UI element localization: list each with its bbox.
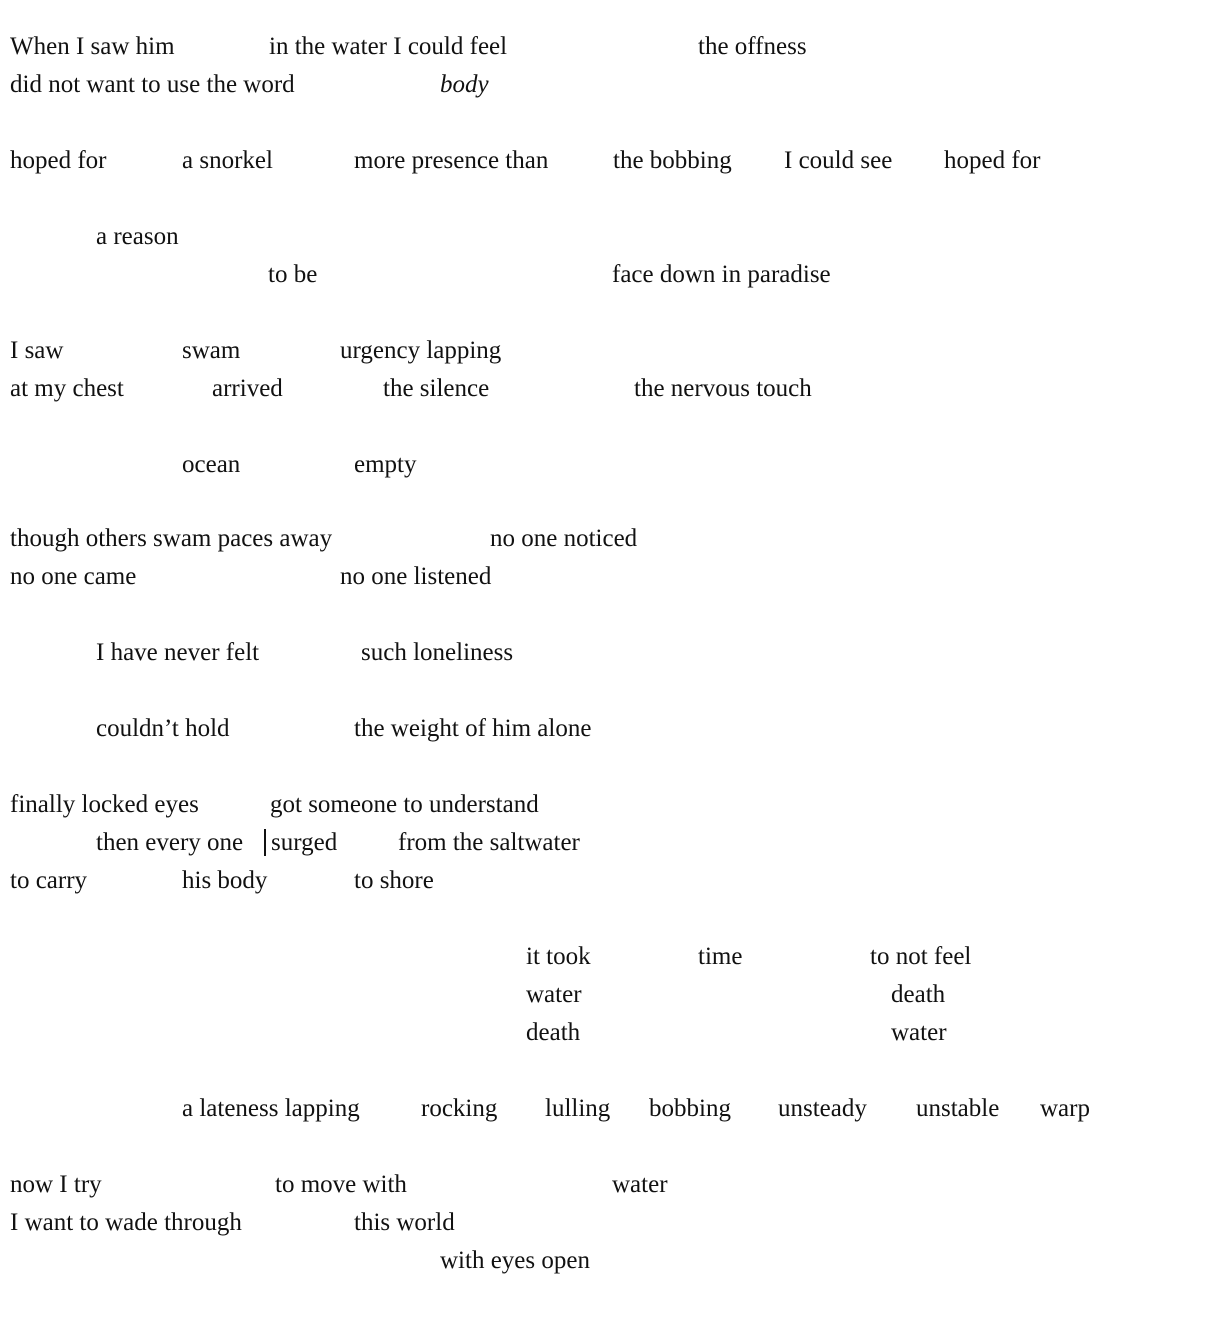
poem-fragment: to move with — [275, 1171, 407, 1198]
poem-fragment: got someone to understand — [270, 791, 539, 818]
poem-fragment: finally locked eyes — [10, 791, 199, 818]
poem-fragment: I saw — [10, 337, 64, 364]
poem-fragment: water — [891, 1019, 947, 1046]
poem-fragment: unstable — [916, 1095, 1000, 1122]
poem-fragment: arrived — [212, 375, 283, 402]
poem-fragment: then every one — [96, 829, 244, 856]
poem-fragment: water — [526, 981, 582, 1008]
poem-fragment: surged — [271, 829, 338, 856]
poem-fragment: death — [891, 981, 946, 1008]
poem-fragment: such loneliness — [361, 639, 514, 666]
poem-fragment: water — [612, 1171, 668, 1198]
poem-fragment: his body — [182, 867, 268, 894]
poem-fragment: time — [698, 943, 743, 970]
poem-fragment: this world — [354, 1209, 455, 1236]
poem-fragment: did not want to use the word — [10, 71, 295, 98]
poem-fragment: no one noticed — [490, 525, 638, 552]
poem-fragment: hoped for — [10, 147, 107, 174]
poem-fragment: the nervous touch — [634, 375, 812, 402]
poem-fragment: a reason — [96, 223, 179, 250]
poem-fragment: death — [526, 1019, 581, 1046]
poem-fragment: empty — [354, 451, 417, 478]
poem-fragment: a lateness lapping — [182, 1095, 360, 1122]
poem-fragment: in the water I could feel — [269, 33, 508, 60]
poem-fragment: at my chest — [10, 375, 124, 402]
poem-fragment: hoped for — [944, 147, 1041, 174]
poem-fragment: the offness — [698, 33, 807, 60]
poem-fragment: with eyes open — [440, 1247, 590, 1274]
poem-fragment: to be — [268, 261, 318, 288]
poem-fragment: urgency lapping — [340, 337, 502, 364]
poem-fragment: no one came — [10, 563, 137, 590]
poem-fragment: I could see — [784, 147, 893, 174]
poem-fragment: lulling — [545, 1095, 611, 1122]
poem-fragment: the bobbing — [613, 147, 732, 174]
poem-fragment: the weight of him alone — [354, 715, 592, 742]
poem-fragment: swam — [182, 337, 241, 364]
poem-fragment: face down in paradise — [612, 261, 831, 288]
poem-fragment: the silence — [383, 375, 490, 402]
poem-fragment: from the saltwater — [398, 829, 580, 856]
poem-fragment: When I saw him — [10, 33, 175, 60]
poem-fragment: body — [440, 71, 489, 98]
poem-fragment: couldn’t hold — [96, 715, 230, 742]
poem-fragment: I have never felt — [96, 639, 260, 666]
text-cursor — [264, 829, 266, 856]
poem-fragment: warp — [1040, 1095, 1090, 1122]
poem-fragment: more presence than — [354, 147, 549, 174]
poem-fragment: now I try — [10, 1171, 102, 1198]
poem-fragment: I want to wade through — [10, 1209, 242, 1236]
poem-fragment: rocking — [421, 1095, 498, 1122]
poem-fragment: to not feel — [870, 943, 972, 970]
poem-fragment: ocean — [182, 451, 241, 478]
poem-fragment: bobbing — [649, 1095, 731, 1122]
poem-fragment: unsteady — [778, 1095, 867, 1122]
poem-fragment: though others swam paces away — [10, 525, 333, 552]
poem-fragment: no one listened — [340, 563, 492, 590]
poem-fragment: to shore — [354, 867, 434, 894]
poem-fragment: it took — [526, 943, 591, 970]
poem-fragment: to carry — [10, 867, 88, 894]
poem-fragment: a snorkel — [182, 147, 273, 174]
